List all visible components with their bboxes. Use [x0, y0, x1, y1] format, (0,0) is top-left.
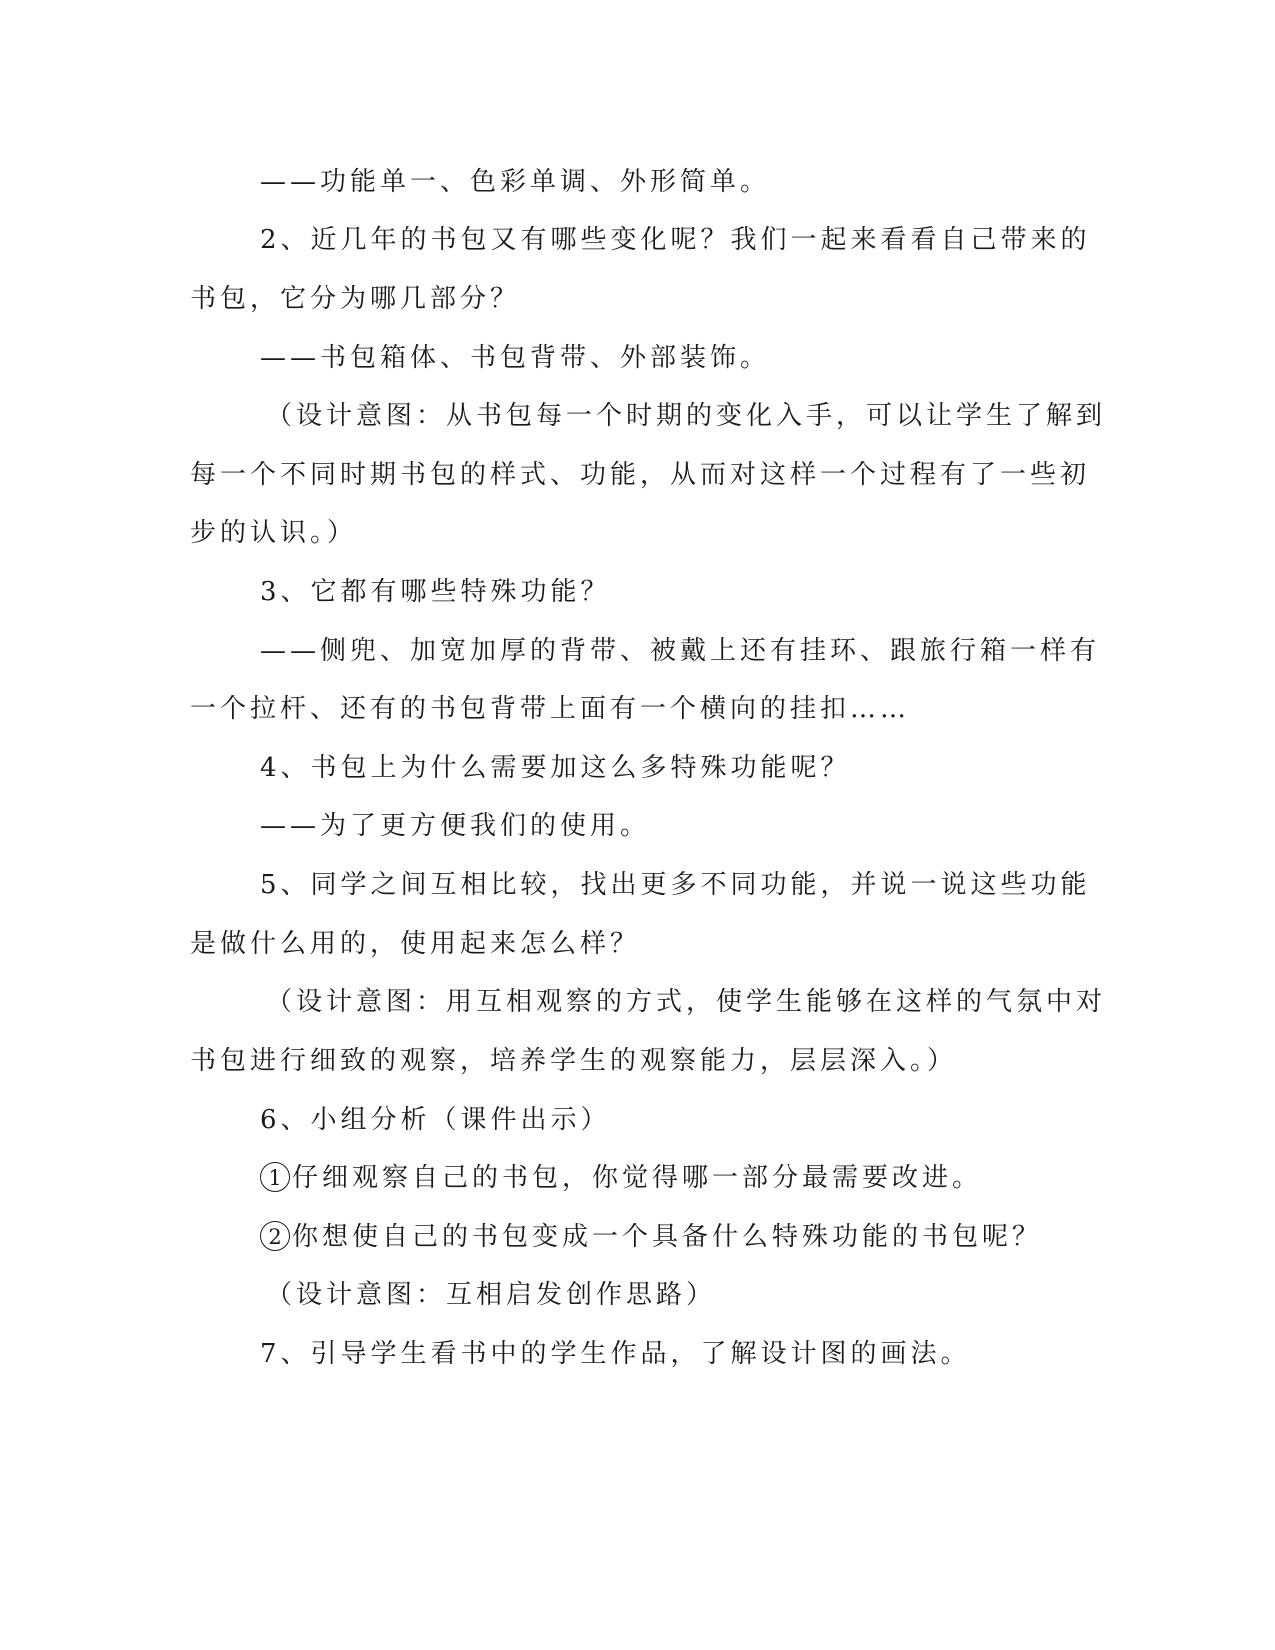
question-5-line-2: 是做什么用的，使用起来怎么样？ — [190, 929, 641, 959]
question-6: 6、小组分析（课件出示） — [260, 1105, 611, 1135]
design-intent-2-line-1: （设计意图：用互相观察的方式，使学生能够在这样的气氛中对 — [266, 987, 1107, 1017]
sub-item-1-text: 仔细观察自己的书包，你觉得哪一部分最需要改进。 — [292, 1163, 983, 1193]
question-2-line-1: 2、近几年的书包又有哪些变化呢？我们一起来看看自己带来的 — [260, 225, 1091, 255]
sub-item-2 — [260, 1217, 1150, 1257]
design-intent-2-line-2: 书包进行细致的观察，培养学生的观察能力，层层深入。） — [190, 1046, 958, 1076]
answer-line-1: ——功能单一、色彩单调、外形简单。 — [260, 167, 771, 197]
question-2-line-2: 书包，它分为哪几部分？ — [190, 284, 521, 314]
design-intent-1-line-1: （设计意图：从书包每一个时期的变化入手，可以让学生了解到 — [266, 401, 1107, 431]
sub-item-2-text: 你想使自己的书包变成一个具备什么特殊功能的书包呢？ — [292, 1222, 1043, 1252]
answer-line-2: ——书包箱体、书包背带、外部装饰。 — [260, 343, 771, 373]
answer-line-4: ——为了更方便我们的使用。 — [260, 811, 651, 841]
question-4: 4、书包上为什么需要加这么多特殊功能呢？ — [260, 753, 851, 783]
design-intent-1-line-2: 每一个不同时期书包的样式、功能，从而对这样一个过程有了一些初 — [190, 460, 1091, 490]
question-7: 7、引导学生看书中的学生作品，了解设计图的画法。 — [260, 1339, 971, 1369]
answer-line-3-2: 一个拉杆、还有的书包背带上面有一个横向的挂扣…… — [190, 694, 911, 724]
circled-number-1: 1 — [260, 1162, 290, 1192]
question-3: 3、它都有哪些特殊功能？ — [260, 577, 611, 607]
circled-number-2: 2 — [260, 1221, 290, 1251]
question-5-line-1: 5、同学之间互相比较，找出更多不同功能，并说一说这些功能 — [260, 870, 1091, 900]
answer-line-3-1: ——侧兜、加宽加厚的背带、被戴上还有挂环、跟旅行箱一样有 — [260, 636, 1101, 666]
sub-item-1 — [260, 1158, 1150, 1198]
design-intent-3: （设计意图：互相启发创作思路） — [266, 1280, 717, 1310]
design-intent-1-line-3: 步的认识。） — [190, 518, 358, 548]
